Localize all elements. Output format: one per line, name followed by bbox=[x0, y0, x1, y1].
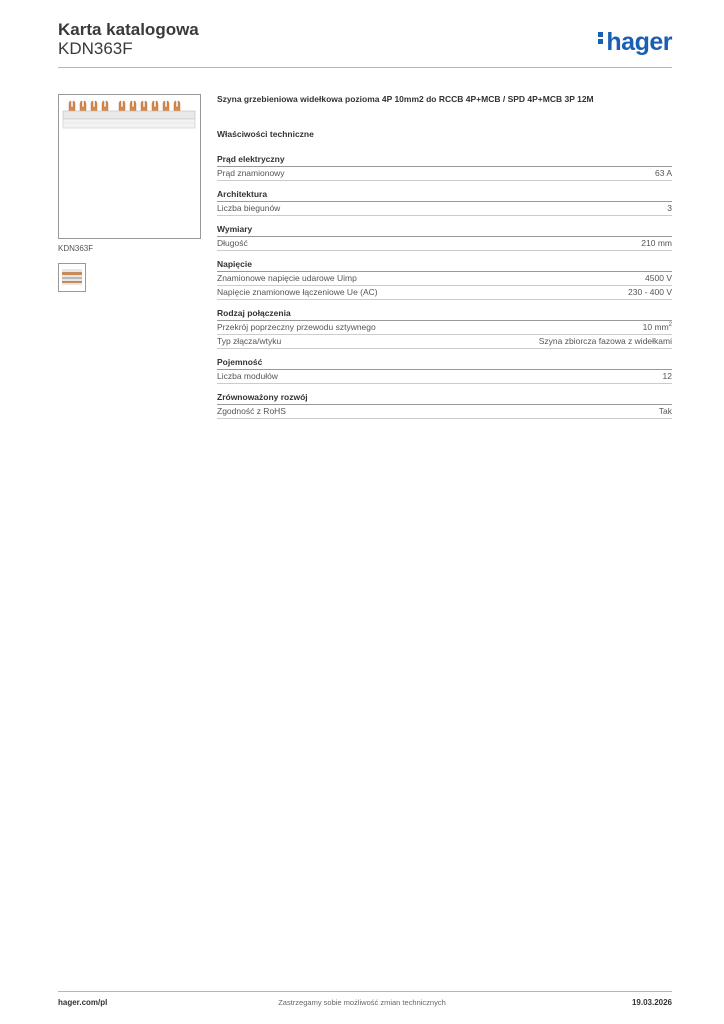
spec-group-voltage bbox=[217, 259, 672, 300]
product-image bbox=[58, 94, 201, 239]
spec-value: Szyna zbiorcza fazowa z widełkami bbox=[538, 336, 672, 346]
spec-group-architecture bbox=[217, 189, 672, 216]
fork-tooth bbox=[69, 101, 75, 112]
spec-value bbox=[643, 321, 672, 334]
group-title: Rodzaj połączenia bbox=[217, 308, 672, 321]
busbar-teeth bbox=[69, 101, 180, 112]
group-title: Napięcie bbox=[217, 259, 672, 272]
spec-label: Liczba modułów bbox=[217, 371, 278, 381]
spec-label: Prąd znamionowy bbox=[217, 168, 285, 178]
footer-website: hager.com/pl bbox=[58, 998, 108, 1007]
fork-tooth bbox=[163, 101, 169, 112]
spec-label: Znamionowe napięcie udarowe Uimp bbox=[217, 273, 357, 283]
group-title: Zrównoważony rozwój bbox=[217, 392, 672, 405]
spec-label: Napięcie znamionowe łączeniowe Ue (AC) bbox=[217, 287, 378, 297]
fork-tooth bbox=[119, 101, 125, 112]
spec-value: 3 bbox=[667, 203, 672, 213]
spec-value-superscript: 2 bbox=[668, 322, 672, 329]
group-title: Pojemność bbox=[217, 357, 672, 370]
fork-tooth bbox=[102, 101, 108, 112]
spec-group-sustainability bbox=[217, 392, 672, 419]
spec-row bbox=[217, 237, 672, 251]
fork-tooth bbox=[80, 101, 86, 112]
spec-value: Tak bbox=[658, 406, 672, 416]
spec-value: 4500 V bbox=[645, 273, 672, 283]
footer-date: 19.03.2026 bbox=[631, 998, 672, 1007]
spec-group-dimensions bbox=[217, 224, 672, 251]
group-title: Prąd elektryczny bbox=[217, 154, 672, 167]
spec-value: 12 bbox=[662, 371, 672, 381]
spec-row bbox=[217, 286, 672, 300]
hager-logo bbox=[598, 29, 672, 55]
fork-tooth bbox=[91, 101, 97, 112]
footer-disclaimer: Zastrzegamy sobie możliwość zmian technicznych bbox=[278, 998, 446, 1007]
spec-group-connection-type bbox=[217, 308, 672, 349]
fork-tooth bbox=[130, 101, 136, 112]
technical-properties-heading: Właściwości techniczne bbox=[217, 129, 314, 139]
footer-divider bbox=[58, 991, 672, 992]
spec-group-electric-current bbox=[217, 154, 672, 181]
group-title: Architektura bbox=[217, 189, 672, 202]
spec-row bbox=[217, 370, 672, 384]
spec-row bbox=[217, 321, 672, 335]
product-description: Szyna grzebieniowa widełkowa pozioma 4P 10mm2 do RCCB 4P+MCB / SPD 4P+MCB 3P 12M bbox=[217, 94, 594, 104]
logo-text: hager bbox=[606, 28, 672, 56]
spec-column bbox=[217, 93, 672, 419]
busbar-body bbox=[63, 111, 195, 119]
busbar-thumbnail-icon bbox=[59, 264, 85, 291]
spec-row bbox=[217, 202, 672, 216]
fork-tooth bbox=[152, 101, 158, 112]
spec-label: Długość bbox=[217, 238, 248, 248]
document-title: Karta katalogowa bbox=[58, 20, 199, 39]
spec-value-number: 10 mm bbox=[642, 322, 669, 332]
product-code-label: KDN363F bbox=[58, 244, 94, 253]
busbar-image-icon bbox=[59, 95, 200, 238]
product-thumbnail[interactable] bbox=[58, 263, 86, 292]
spec-row bbox=[217, 272, 672, 286]
fork-tooth bbox=[174, 101, 180, 112]
fork-tooth bbox=[141, 101, 147, 112]
spec-row bbox=[217, 335, 672, 349]
spec-group-capacity bbox=[217, 357, 672, 384]
busbar-insulation bbox=[63, 119, 195, 128]
spec-label: Liczba biegunów bbox=[217, 203, 281, 213]
group-title: Wymiary bbox=[217, 224, 672, 237]
spec-value: 230 - 400 V bbox=[628, 287, 672, 297]
spec-label: Zgodność z RoHS bbox=[217, 406, 286, 416]
spec-row bbox=[217, 167, 672, 181]
spec-label: Typ złącza/wtyku bbox=[217, 336, 282, 346]
product-code-heading: KDN363F bbox=[58, 39, 133, 58]
header-divider bbox=[58, 67, 672, 68]
spec-value: 63 A bbox=[654, 168, 672, 178]
spec-value: 210 mm bbox=[641, 238, 672, 248]
logo-dots-icon bbox=[598, 30, 604, 46]
spec-label: Przekrój poprzeczny przewodu sztywnego bbox=[217, 322, 376, 332]
spec-row bbox=[217, 405, 672, 419]
